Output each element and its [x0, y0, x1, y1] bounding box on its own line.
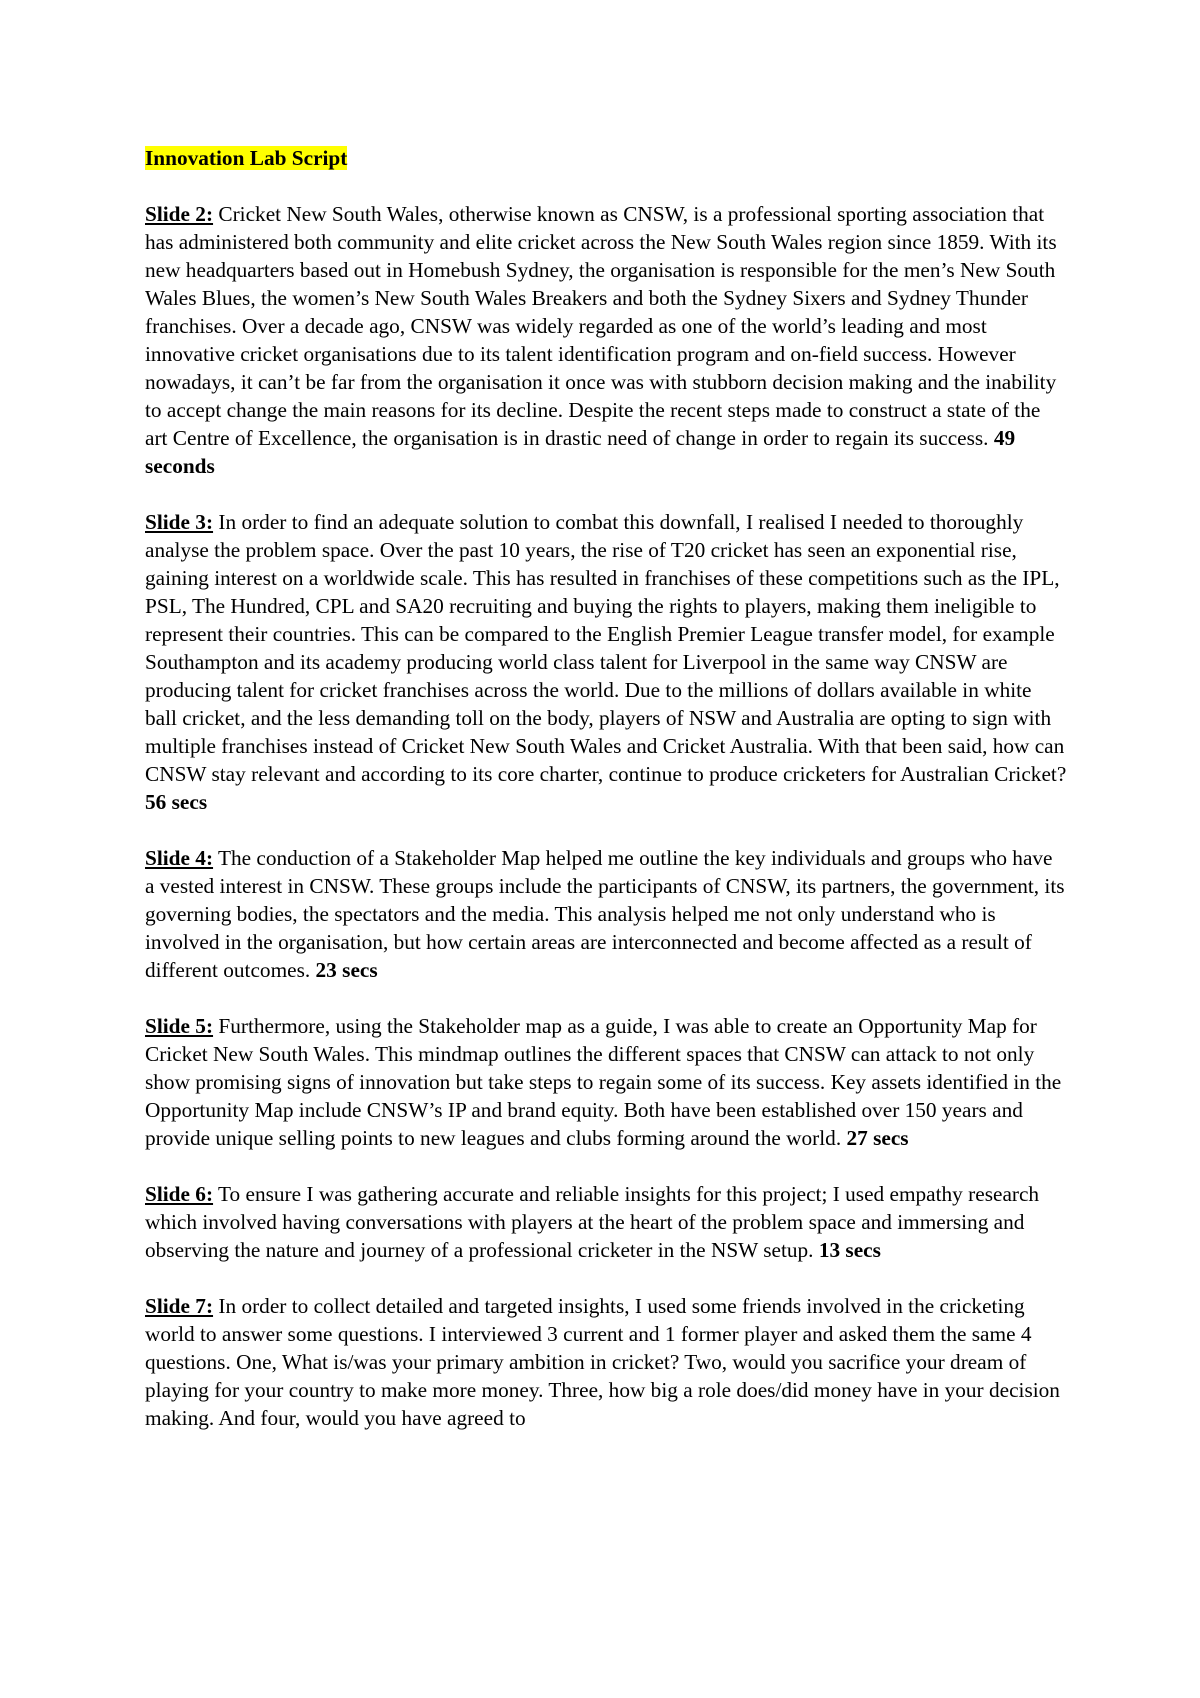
slide-3-label: Slide 3: — [145, 510, 214, 534]
slide-2-text: Cricket New South Wales, otherwise known as CNSW, is a professional sporting association that has administered both community and elite cricket across the New South Wales region since 1859. With its new headquarters based out in Homebush Sydney, the organisation is responsible for the men’s New South Wales Blues, the women’s New South Wales Breakers and both the Sydney Sixers and Sydney Thunder franchises. Over a decade ago, CNSW was widely regarded as one of the world’s leading and most innovative cricket organisations due to its talent identification program and on-field success. However nowadays, it can’t be far from the organisation it once was with stubborn decision making and the inability to accept change the main reasons for its decline. Despite the recent steps made to construct a state of the art Centre of Excellence, the organisation is in drastic need of change in order to regain its success. — [145, 202, 1057, 450]
slide-4-label: Slide 4: — [145, 846, 214, 870]
slide-3-timing: 56 secs — [145, 790, 208, 814]
slide-6-timing: 13 secs — [818, 1238, 881, 1262]
slide-5-paragraph — [145, 1012, 1067, 1152]
slide-4-timing: 23 secs — [315, 958, 378, 982]
slide-7-label: Slide 7: — [145, 1294, 214, 1318]
slide-7-text: In order to collect detailed and targeted insights, I used some friends involved in the cricketing world to answer some questions. I interviewed 3 current and 1 former player and asked them the same 4 questions. One, What is/was your primary ambition in cricket? Two, would you sacrifice your dream of playing for your country to make more money. Three, how big a role does/did money have in your decision making. And four, would you have agreed to — [145, 1294, 1060, 1430]
slide-6-text: To ensure I was gathering accurate and reliable insights for this project; I used empathy research which involved having conversations with players at the heart of the problem space and immersing and observing the nature and journey of a professional cricketer in the NSW setup. — [145, 1182, 1040, 1262]
slide-6-label: Slide 6: — [145, 1182, 214, 1206]
document-title — [145, 144, 1067, 172]
slide-6-paragraph — [145, 1180, 1067, 1264]
document-body — [145, 144, 1067, 1460]
slide-3-text: In order to find an adequate solution to combat this downfall, I realised I needed to thoroughly analyse the problem space. Over the past 10 years, the rise of T20 cricket has seen an exponential rise, gaining interest on a worldwide scale. This has resulted in franchises of these competitions such as the IPL, PSL, The Hundred, CPL and SA20 recruiting and buying the rights to players, making them ineligible to represent their countries. This can be compared to the English Premier League transfer model, for example Southampton and its academy producing world class talent for Liverpool in the same way CNSW are producing talent for cricket franchises across the world. Due to the millions of dollars available in white ball cricket, and the less demanding toll on the body, players of NSW and Australia are opting to sign with multiple franchises instead of Cricket New South Wales and Cricket Australia. With that been said, how can CNSW stay relevant and according to its core charter, continue to produce cricketers for Australian Cricket? — [145, 510, 1067, 786]
slide-4-text: The conduction of a Stakeholder Map helped me outline the key individuals and groups who have a vested interest in CNSW. These groups include the participants of CNSW, its partners, the government, its governing bodies, the spectators and the media. This analysis helped me not only understand who is involved in the organisation, but how certain areas are interconnected and become affected as a result of different outcomes. — [145, 846, 1065, 982]
slide-2-paragraph — [145, 200, 1067, 480]
slide-5-timing: 27 secs — [846, 1126, 909, 1150]
slide-7-paragraph — [145, 1292, 1067, 1432]
slide-3-paragraph — [145, 508, 1067, 816]
slide-2-timing: 49 seconds — [145, 426, 1016, 478]
slide-5-text: Furthermore, using the Stakeholder map as a guide, I was able to create an Opportunity Map for Cricket New South Wales. This mindmap outlines the different spaces that CNSW can attack to not only show promising signs of innovation but take steps to regain some of its success. Key assets identified in the Opportunity Map include CNSW’s IP and brand equity. Both have been established over 150 years and provide unique selling points to new leagues and clubs forming around the world. — [145, 1014, 1062, 1150]
slide-5-label: Slide 5: — [145, 1014, 214, 1038]
slide-2-label: Slide 2: — [145, 202, 214, 226]
document-title-text: Innovation Lab Script — [145, 146, 348, 170]
slide-4-paragraph — [145, 844, 1067, 984]
